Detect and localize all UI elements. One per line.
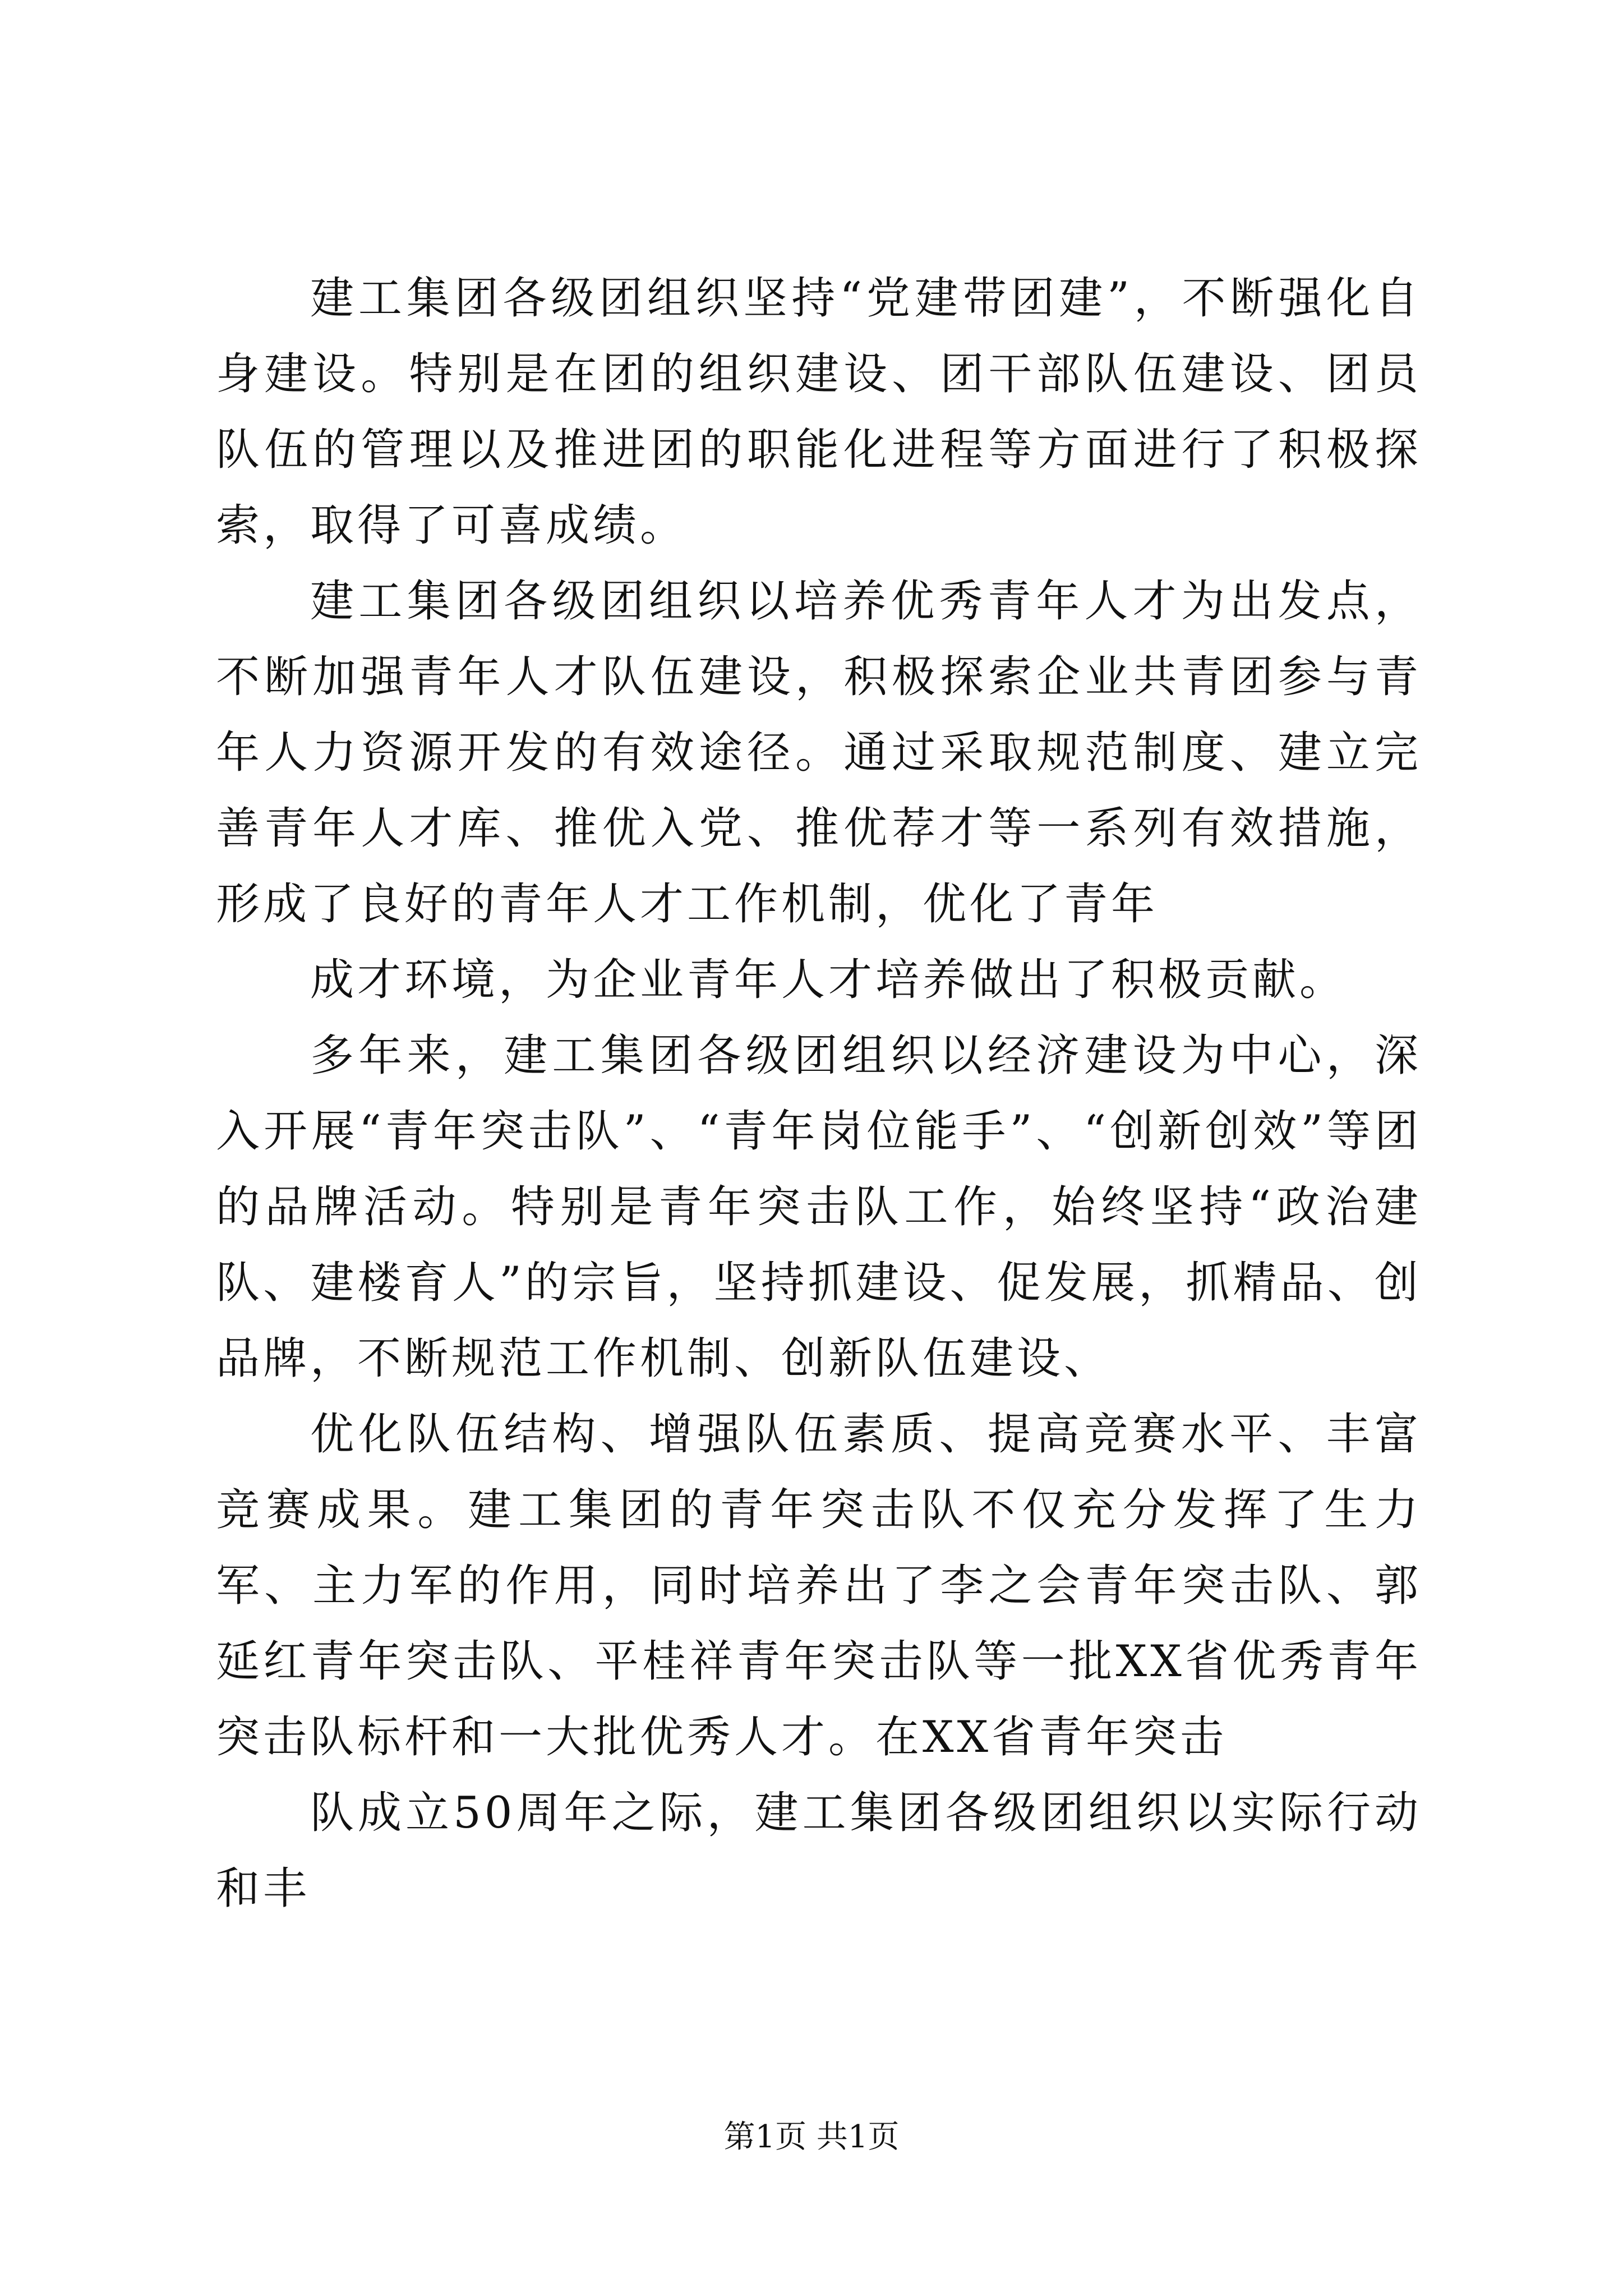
paragraph-talent-development: 建工集团各级团组织以培养优秀青年人才为出发点，不断加强青年人才队伍建设，积极探索企业共青团参与青年人力资源开发的有效途径。通过采取规范制度、建立完善青年人才库、推优入党、推优荐才等一系列有效措施，形成了良好的青年人才工作机制，优化了青年	[216, 576, 1422, 930]
paragraph-anniversary: 队成立50周年之际，建工集团各级团组织以实际行动和丰	[216, 1788, 1422, 1914]
paragraph-talent-environment: 成才环境，为企业青年人才培养做出了积极贡献。	[310, 955, 1347, 1005]
paragraph-brand-activities: 多年来，建工集团各级团组织以经济建设为中心，深入开展“青年突击队”、“青年岗位能手”、“创新创效”等团的品牌活动。特别是青年突击队工作，始终坚持“政治建队、建楼育人”的宗旨，坚持抓建设、促发展，抓精品、创品牌，不断规范工作机制、创新队伍建设、	[216, 1030, 1422, 1384]
document-body	[216, 261, 1422, 1927]
paragraph-party-building: 建工集团各级团组织坚持“党建带团建”，不断强化自身建设。特别是在团的组织建设、团干部队伍建设、团员队伍的管理以及推进团的职能化进程等方面进行了积极探索，取得了可喜成绩。	[216, 273, 1422, 551]
page-number-footer: 第1页 共1页	[723, 2119, 900, 2155]
paragraph-commando-results: 优化队伍结构、增强队伍素质、提高竞赛水平、丰富竞赛成果。建工集团的青年突击队不仅充分发挥了生力军、主力军的作用，同时培养出了李之会青年突击队、郭延红青年突击队、平桂祥青年突击队等一批XX省优秀青年突击队标杆和一大批优秀人才。在XX省青年突击	[216, 1409, 1422, 1763]
